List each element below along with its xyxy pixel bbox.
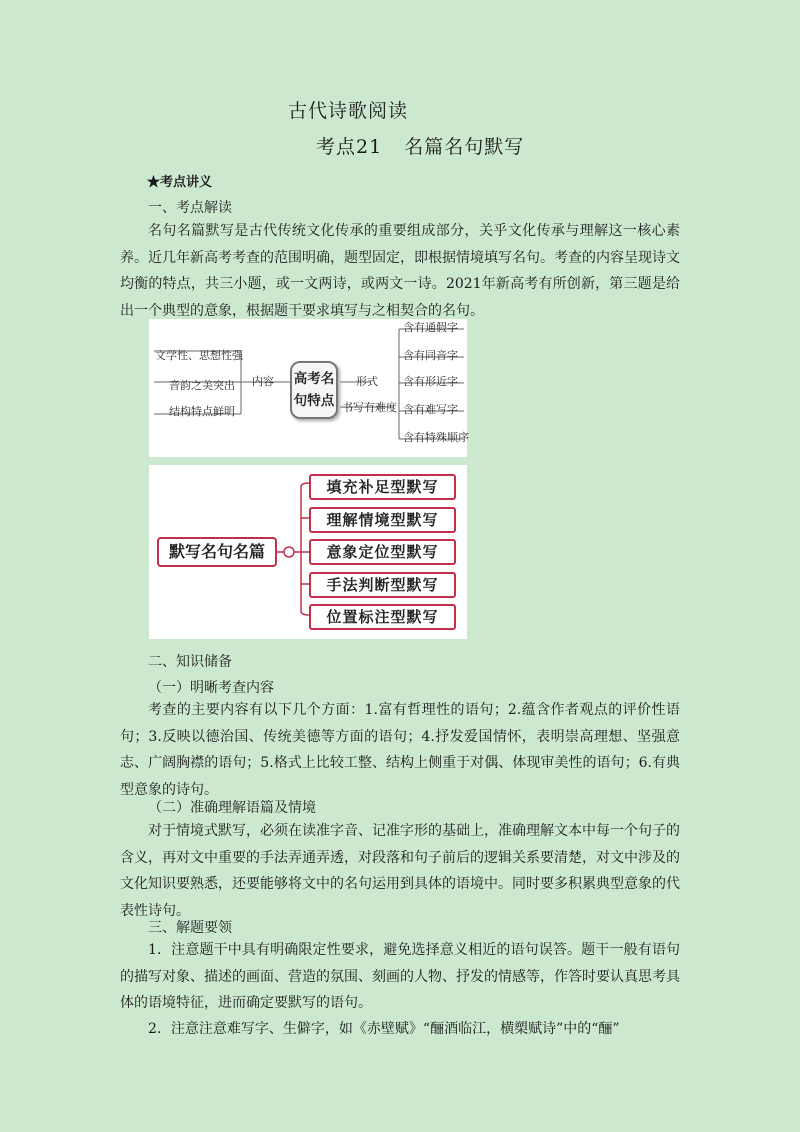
type-node-3: 意象定位型默写 (309, 539, 456, 565)
right-branch-difficulty: 书写有难度 (342, 401, 397, 414)
subtitle-text: 名篇名句默写 (404, 136, 525, 158)
page-subtitle (316, 132, 524, 159)
type-node-2: 理解情境型默写 (309, 507, 456, 533)
subtitle-prefix: 考点21 (316, 136, 383, 158)
part2-paragraph2: 对于情境式默写，必须在读准字音、记准字形的基础上，准确理解文本中每一个句子的含义，再对文中重要的手法弄通弄透，对段落和句子前后的逻辑关系要清楚，对文中涉及的文化知识要熟悉，还要能够将文中的名句运用到具体的语境中。同时要多积累典型意象的代表性诗句。 (120, 823, 680, 919)
left-item-2: 音韵之美突出 (169, 379, 235, 392)
part3-paragraph1: 1．注意题干中具有明确限定性要求，避免选择意义相近的语句误答。题干一般有语句的描写对象、描述的画面、营造的氛围、刻画的人物、抒发的情感等，作答时要认真思考具体的语境特征，进而确定要默写的语句。 (120, 942, 680, 1011)
part1-heading: 一、考点解读 (148, 200, 232, 216)
right-item-5: 含有特殊顺序 (403, 431, 469, 444)
part3-paragraph2: 2．注意注意难写字、生僻字，如《赤壁赋》“酾酒临江，横槊赋诗”中的“酾” (148, 1021, 620, 1037)
left-item-3: 结构特点鲜明 (169, 405, 235, 418)
right-branch-form: 形式 (356, 375, 378, 388)
part2-sub1: （一）明晰考查内容 (148, 680, 274, 696)
right-item-2: 含有同音字 (403, 349, 458, 362)
part1-paragraph: 名句名篇默写是古代传统文化传承的重要组成部分，关乎文化传承与理解这一核心素养。近几年新高考考查的范围明确，题型固定，即根据情境填写名句。考查的内容呈现诗文均衡的特点，共三小题，或一文两诗，或两文一诗。2021年新高考有所创新，第三题是给出一个典型的意象，根据题干要求填写与之相契合的名句。 (120, 223, 680, 319)
section-label: ★考点讲义 (147, 175, 213, 190)
part2-paragraph1: 考查的主要内容有以下几个方面：1.富有哲理性的语句；2.蕴含作者观点的评价性语句；3.反映以德治国、传统美德等方面的语句；4.抒发爱国情怀，表明崇高理想、坚强意志、广阔胸襟的语句；5.格式上比较工整、结构上侧重于对偶、体现审美性的语句；6.有典型意象的诗句。 (120, 702, 680, 798)
type-node-5: 位置标注型默写 (309, 604, 456, 630)
part3-heading: 三、解题要领 (148, 920, 232, 936)
type-node-1: 填充补足型默写 (309, 474, 456, 500)
right-item-3: 含有形近字 (403, 375, 458, 388)
type-node-4: 手法判断型默写 (309, 572, 456, 598)
root-node: 默写名句名篇 (157, 537, 277, 567)
features-diagram (149, 319, 467, 457)
center-node-line2: 句特点 (293, 393, 335, 409)
part2-sub2: （二）准确理解语篇及情境 (148, 800, 316, 816)
right-item-1: 含有通假字 (403, 321, 458, 334)
left-item-1: 文学性、思想性强 (155, 349, 243, 362)
center-node-line1: 高考名 (293, 371, 335, 387)
right-item-4: 含有难写字 (403, 403, 458, 416)
dictation-types-diagram (149, 465, 467, 639)
left-branch-label: 内容 (252, 375, 274, 388)
page-title: 古代诗歌阅读 (288, 100, 409, 122)
part2-heading: 二、知识储备 (148, 654, 232, 670)
center-node (290, 361, 338, 419)
